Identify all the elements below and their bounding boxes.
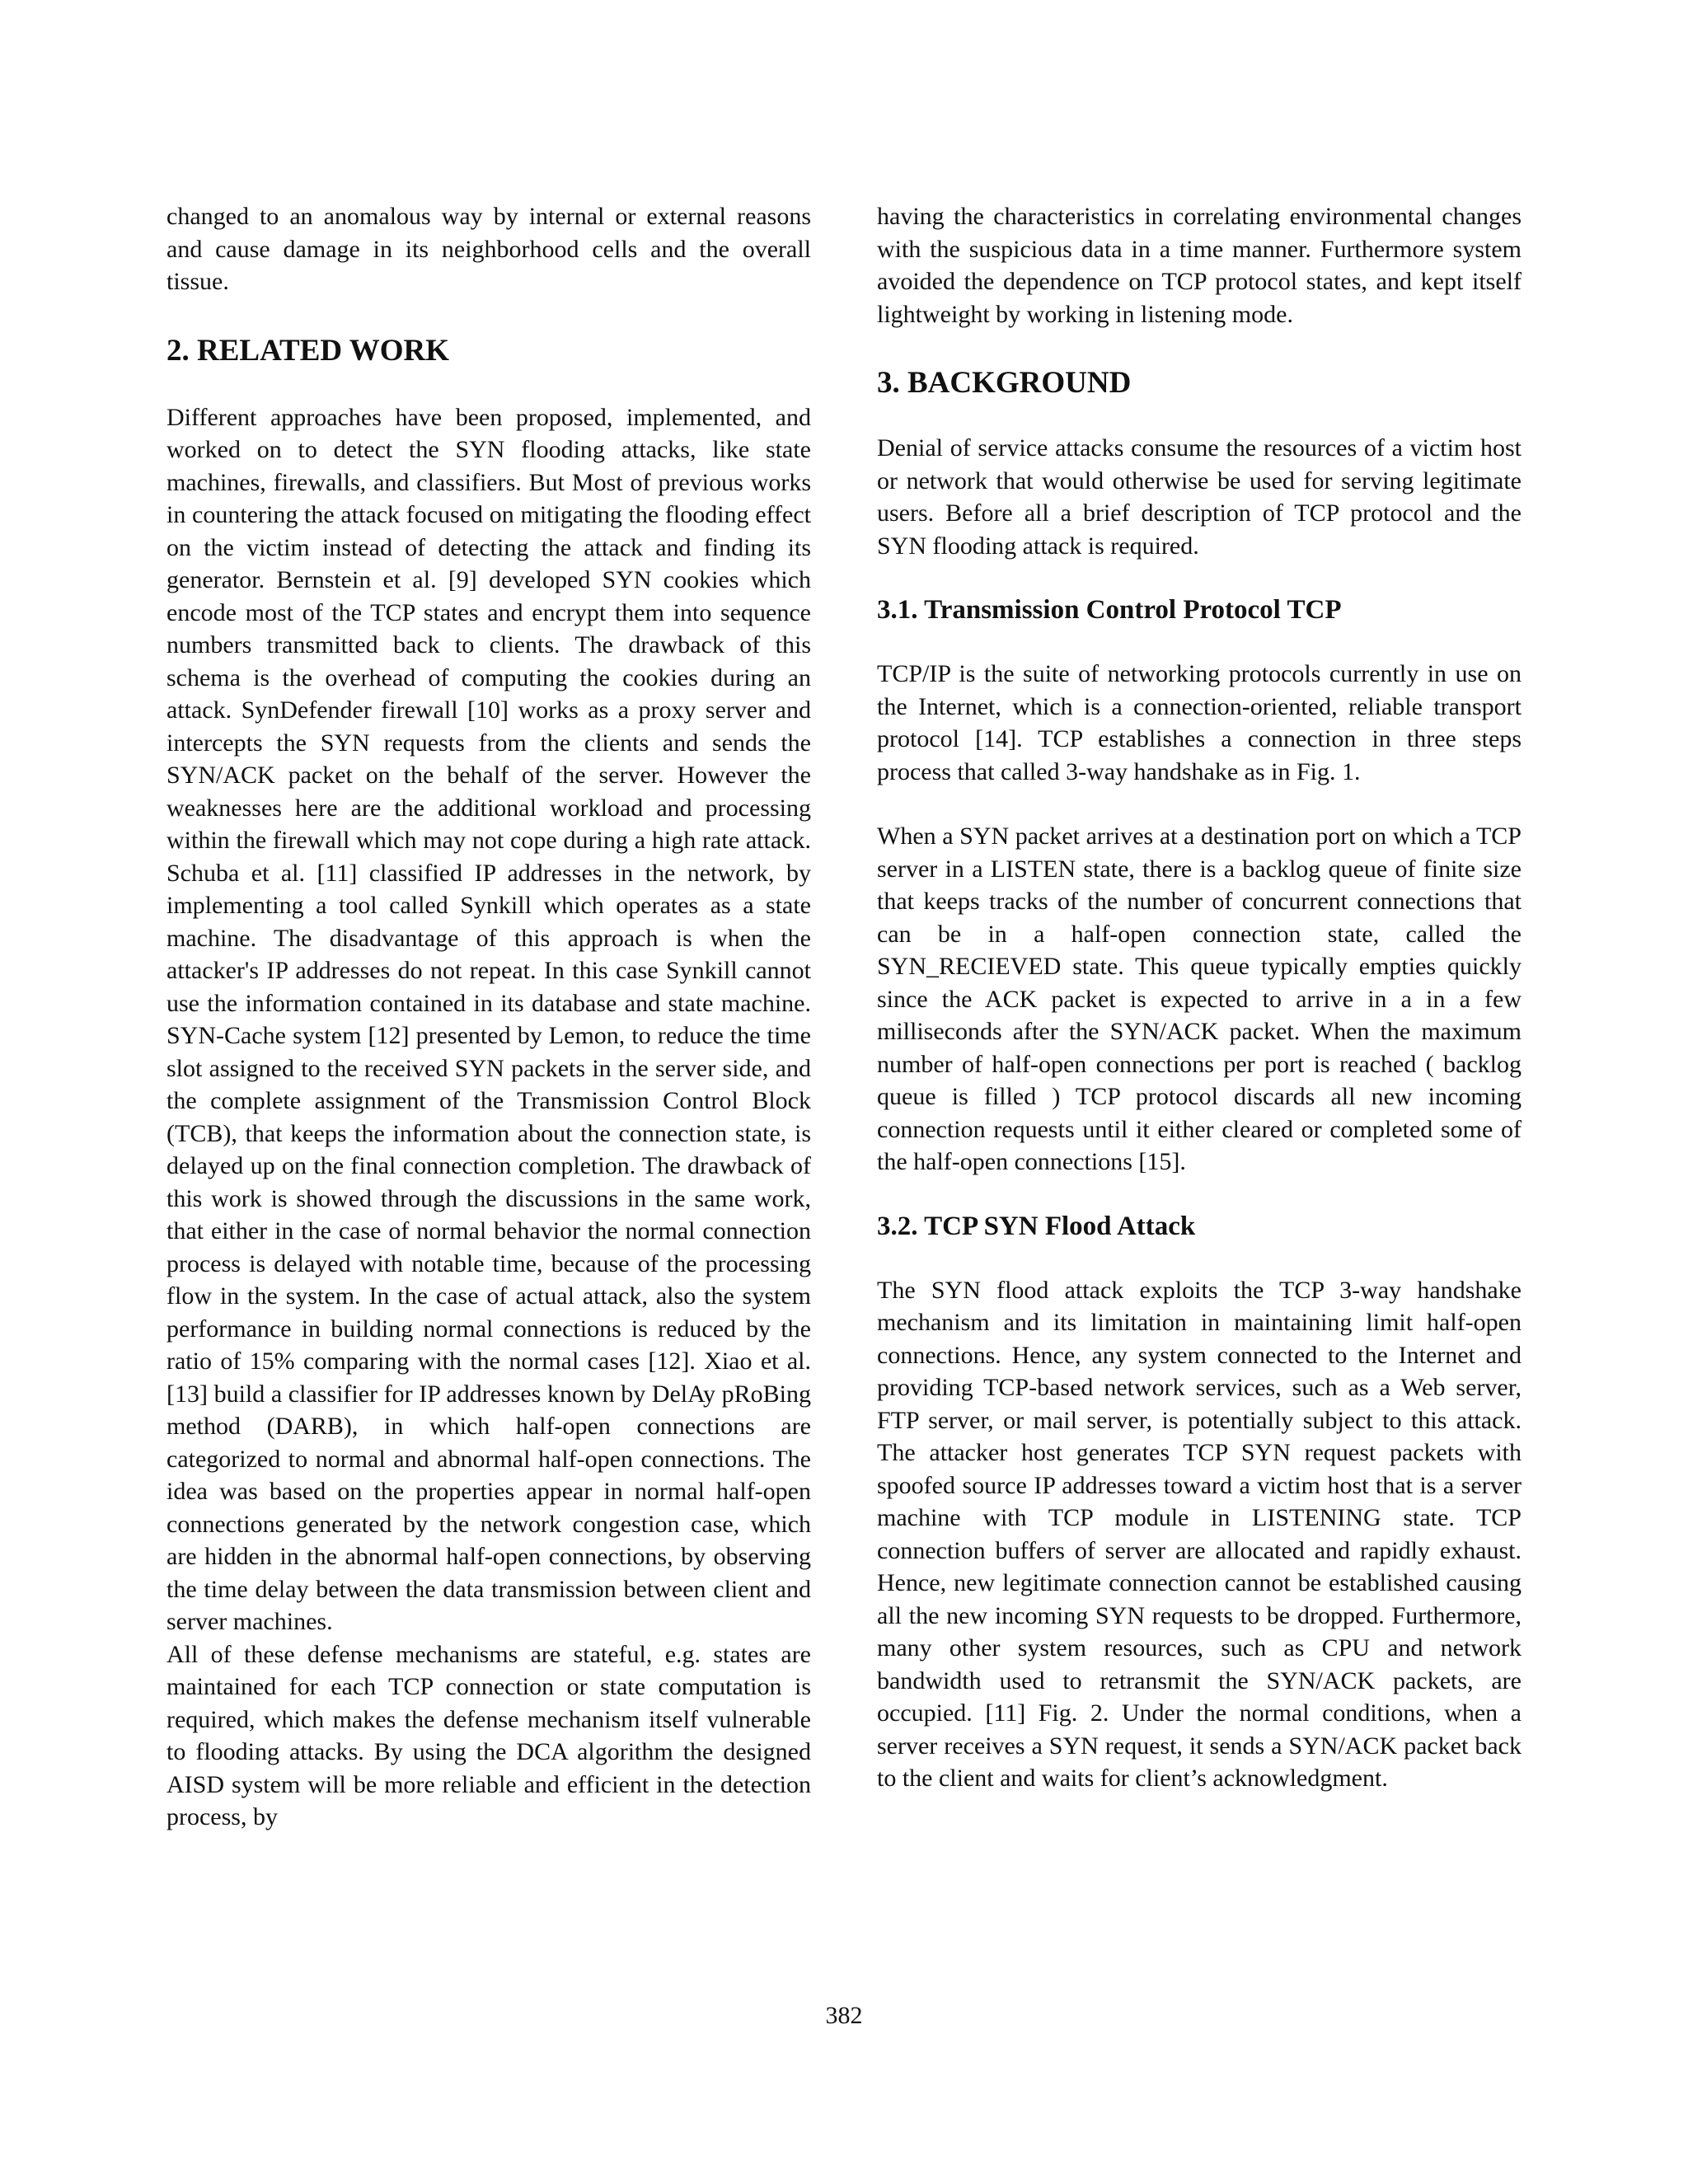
related-work-paragraph-2: All of these defense mechanisms are stateful, e.g. states are maintained for each TCP connection or state computation is required, which makes the defense mechanism itself vulnerable to flooding attacks. By using the DCA algorithm the designed AISD system will be more reliable and efficient in the detection process, by	[166, 1640, 811, 1830]
right-column	[877, 200, 1522, 1795]
section-heading-related-work: 2. RELATED WORK	[166, 333, 449, 368]
subsection-heading-tcp: 3.1. Transmission Control Protocol TCP	[877, 595, 1342, 625]
left-column	[166, 200, 811, 1834]
intro-paragraph: changed to an anomalous way by internal or external reasons and cause damage in its neighborhood cells and the overall tissue.	[166, 203, 811, 295]
tcp-paragraph-1: TCP/IP is the suite of networking protocols currently in use on the Internet, which is a connection-oriented, reliable transport protocol [14]. TCP establishes a connection in three steps process that called 3-way handshake as in Fig. 1.	[877, 660, 1522, 785]
section-heading-background: 3. BACKGROUND	[877, 366, 1132, 400]
tcp-paragraph-2: When a SYN packet arrives at a destination port on which a TCP server in a LISTEN state, there is a backlog queue of finite size that keeps tracks of the number of concurrent connections that can be in a half-open connection state, called the SYN_RECIEVED state. This queue typically empties quickly since the ACK packet is expected to arrive in a in a few milliseconds after the SYN/ACK packet. When the maximum number of half-open connections per port is reached ( backlog queue is filled ) TCP protocol discards all new incoming connection requests until it either cleared or completed some of the half-open connections [15].	[877, 823, 1522, 1175]
page-number: 382	[825, 2002, 863, 2029]
subsection-heading-syn-flood: 3.2. TCP SYN Flood Attack	[877, 1211, 1196, 1241]
syn-flood-paragraph: The SYN flood attack exploits the TCP 3-way handshake mechanism and its limitation in maintaining limit half-open connections. Hence, any system connected to the Internet and providing TCP-based network services, such as a Web server, FTP server, or mail server, is potentially subject to this attack. The attacker host generates TCP SYN request packets with spoofed source IP addresses toward a victim host that is a server machine with TCP module in LISTENING state. TCP connection buffers of server are allocated and rapidly exhaust. Hence, new legitimate connection cannot be established causing all the new incoming SYN requests to be dropped. Furthermore, many other system resources, such as CPU and network bandwidth used to retransmit the SYN/ACK packets, are occupied. [11] Fig. 2. Under the normal conditions, when a server receives a SYN request, it sends a SYN/ACK packet back to the client and waits for client’s acknowledgment.	[877, 1276, 1522, 1792]
background-paragraph: Denial of service attacks consume the resources of a victim host or network that would otherwise be used for serving legitimate users. Before all a brief description of TCP protocol and the SYN flooding attack is required.	[877, 434, 1522, 560]
continued-paragraph: having the characteristics in correlating environmental changes with the suspicious data in a time manner. Furthermore system avoided the dependence on TCP protocol states, and kept itself lightweight by working in listening mode.	[877, 203, 1522, 328]
related-work-paragraph: Different approaches have been proposed, implemented, and worked on to detect the SYN flooding attacks, like state machines, firewalls, and classifiers. But Most of previous works in countering the attack focused on mitigating the flooding effect on the victim instead of detecting the attack and finding its generator. Bernstein et al. [9] developed SYN cookies which encode most of the TCP states and encrypt them into sequence numbers transmitted back to clients. The drawback of this schema is the overhead of computing the cookies during an attack. SynDefender firewall [10] works as a proxy server and intercepts the SYN requests from the clients and sends the SYN/ACK packet on the behalf of the server. However the weaknesses here are the additional workload and processing within the firewall which may not cope during a high rate attack. Schuba et al. [11] classified IP addresses in the network, by implementing a tool called Synkill which operates as a state machine. The disadvantage of this approach is when the attacker's IP addresses do not repeat. In this case Synkill cannot use the information contained in its database and state machine. SYN-Cache system [12] presented by Lemon, to reduce the time slot assigned to the received SYN packets in the server side, and the complete assignment of the Transmission Control Block (TCB), that keeps the information about the connection state, is delayed up on the final connection completion. The drawback of this work is showed through the discussions in the same work, that either in the case of normal behavior the normal connection process is delayed with notable time, because of the processing flow in the system. In the case of actual attack, also the system performance in building normal connections is reduced by the ratio of 15% comparing with the normal cases [12]. Xiao et al. [13] build a classifier for IP addresses known by DelAy pRoBing method (DARB), in which half-open connections are categorized to normal and abnormal half-open connections. The idea was based on the properties appear in normal half-open connections generated by the network congestion case, which are hidden in the abnormal half-open connections, by observing the time delay between the data transmission between client and server machines.	[166, 403, 811, 1635]
